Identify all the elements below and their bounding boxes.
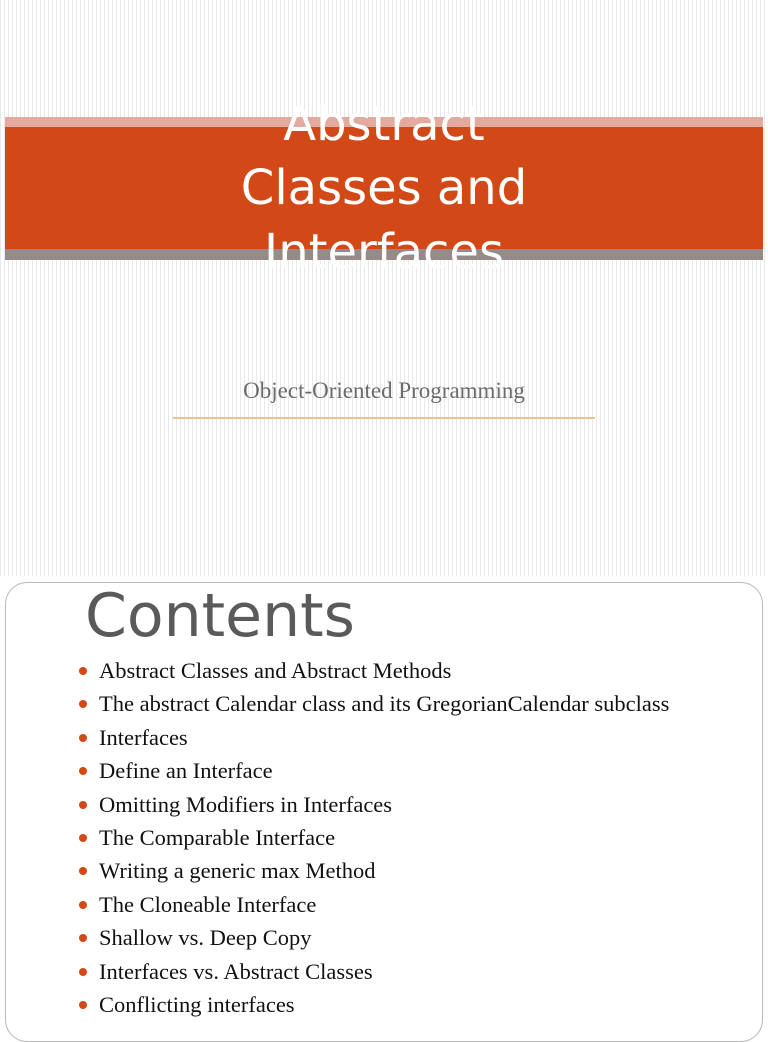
bullet-icon (79, 700, 87, 708)
list-item (6, 687, 669, 720)
list-item (6, 921, 669, 954)
list-item-text: Abstract Classes and Abstract Methods (99, 658, 452, 683)
bullet-icon (79, 734, 87, 742)
bullet-icon (79, 834, 87, 842)
contents-list (6, 654, 669, 1021)
list-item-text: Define an Interface (99, 758, 273, 784)
list-item (6, 754, 669, 787)
bullet-icon (79, 801, 87, 809)
title-line-2: Interfaces (264, 224, 504, 280)
list-item-text: Interfaces vs. Abstract Classes (99, 958, 373, 984)
title-line-1: Abstract Classes and (240, 96, 528, 216)
list-item-text: The Comparable Interface (99, 824, 336, 850)
list-item (6, 955, 669, 988)
slide-title (5, 96, 763, 280)
bullet-icon (79, 901, 87, 909)
list-item (6, 988, 669, 1021)
list-item-text: Omitting Modifiers in Interfaces (99, 791, 393, 817)
list-item (6, 654, 669, 687)
list-item-text: Conflicting interfaces (99, 991, 295, 1017)
list-item-text: Shallow vs. Deep Copy (99, 925, 312, 951)
list-item (6, 888, 669, 921)
bullet-icon (79, 968, 87, 976)
list-item (6, 821, 669, 854)
bullet-icon (79, 767, 87, 775)
contents-slide (5, 582, 763, 1042)
list-item-text: The Cloneable Interface (99, 891, 317, 917)
list-item-text: Interfaces (99, 724, 188, 750)
bullet-icon (79, 867, 87, 875)
slide-subtitle: Object-Oriented Programming (243, 378, 525, 403)
list-item-text: Writing a generic max Method (99, 858, 376, 884)
list-item-text: The abstract Calendar class and its GregorianCalendar subclass (99, 691, 670, 717)
list-item (6, 721, 669, 754)
bullet-icon (79, 667, 87, 675)
bullet-icon (79, 1001, 87, 1009)
subtitle-underline (173, 417, 595, 419)
contents-heading: Contents (85, 582, 355, 651)
bullet-icon (79, 934, 87, 942)
list-item (6, 854, 669, 887)
list-item (6, 788, 669, 821)
